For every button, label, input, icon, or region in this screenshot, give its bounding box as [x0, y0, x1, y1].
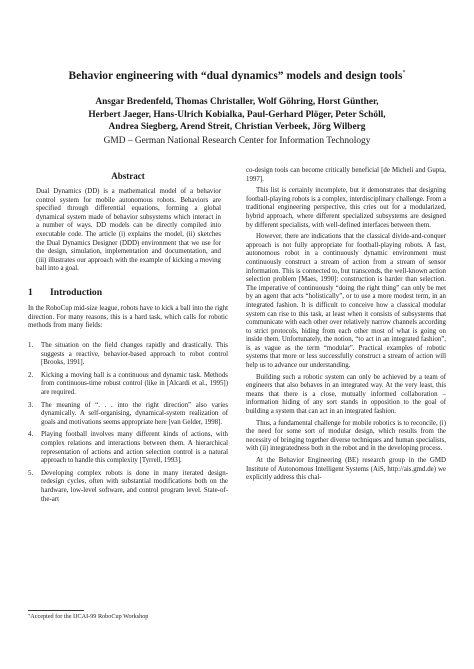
footnote-text: Accepted for the IJCAI-99 RoboCup Workshop — [30, 613, 149, 620]
list-item — [28, 402, 228, 428]
abstract-text: Dual Dynamics (DD) is a mathematical model of a behavior control system for mobile autonomous robots. Behaviors are specified through differential equations, forming a global dynamical system made of behavior subsystems which interact in a number of ways. DD models can be directly compiled into executable code. The article (i) explains the model, (ii) sketches the Dual Dynamics Designer (DDD) environment that we use for the design, simulation, implementation and documentation, and (iii) illustrates our approach with the example of kicking a moving ball into a goal. — [36, 188, 221, 273]
body-paragraph: Thus, a fundamental challenge for mobile robotics is to reconcile, (i) the need for some sort of modular design, which results from the necessity of bringing together diverse techniques and human specialists, with (ii) integratedness both in the robot and in the developing process. — [246, 419, 446, 453]
body-paragraph: This list is certainly incomplete, but it demonstrates that designing football-playing robots is a complex, interdisciplinary challenge. From a traditional engineering perspective, this cries out for a modularized, hybrid approach, where different specialized subsystems are designed by different specialists, with well-defined interfaces between them. — [246, 187, 446, 229]
body-paragraph: At the Behavior Engineering (BE) research group in the GMD Institute of Autonomous Intelligent Systems (AiS, http://ais.gmd.de) we explicitly address this chal- — [246, 457, 446, 482]
title-footnote-mark: * — [402, 70, 406, 76]
list-number: 2. — [28, 371, 34, 379]
author-list — [36, 96, 438, 134]
author-line: Ansgar Bredenfeld, Thomas Christaller, Wolf Göhring, Horst Günther, — [95, 97, 379, 107]
author-line: Herbert Jaeger, Hans-Ulrich Kobialka, Paul-Gerhard Plöger, Peter Schöll, — [88, 109, 386, 120]
list-item-text: The meaning of “. . . into the right direction” also varies dynamically. A self-organising, dynamical-system realization of goals and motivations seems appropriate here [van Gelder, 1998]. — [41, 401, 228, 426]
list-item-text: Developing complex robots is done in many iterated design-redesign cycles, often with substantial modifications both on the hardware, low-level software, and control program level. State-of-the-art — [41, 469, 228, 503]
paper-title — [20, 70, 454, 82]
section-number: 1 — [28, 287, 33, 298]
title-text: Behavior engineering with “dual dynamics” models and design tools — [68, 70, 403, 82]
list-item-text: The situation on the field changes rapidly and drastically. This suggests a reactive, behavior-based approach to robot control [Brooks, 1991]. — [41, 342, 228, 367]
intro-paragraph: In the RoboCup mid-size league, robots have to kick a ball into the right direction. For many reasons, this is a hard task, which calls for robotic methods from many fields: — [28, 305, 228, 330]
list-number: 5. — [28, 469, 34, 477]
body-paragraph: However, there are indications that the classical divide-and-conquer approach is not fully appropriate for football-playing robots. A fast, autonomous robot in a continuously dynamic environment must continuously construct a stream of action from a stream of sensor information. This is connected to, but transcends, the well-known action selection problem [Maes, 1990]: construction is harder than selection. The imperative of continuously “doing the right thing” can only be met by an agent that acts “holistically”, or to use a more modest term, in an integrated fashion. It is difficult to conceive how a classical modular system can rise to this task, at least when it consists of subsystems that communicate with each other over relatively narrow channels according to strict protocols, hiding from each other most of what is going on inside them. Unfortunately, the notion, “to act in an integrated fashion”, is as vague as the term “modular”. Practical examples of robotic systems that more or less successfully construct a stream of action will help us to advance our understanding. — [246, 233, 446, 370]
section-title: Introduction — [50, 287, 103, 298]
list-item-text: Kicking a moving ball is a continuous and dynamic task. Methods from continuous-time robust control (like in [Alcardi et al., 1995]) are required. — [41, 371, 228, 396]
footnote — [28, 613, 148, 620]
abstract-heading: Abstract — [111, 171, 145, 181]
list-item-text: Playing football involves many different kinds of actions, with complex relations and interactions between them. A hierarchical representation of actions and action selection control is a natural approach to handle this complexity [Tyrrell, 1993]. — [41, 431, 228, 465]
affiliation: GMD – German National Research Center for Information Technology — [103, 136, 371, 146]
footnote-mark: * — [28, 613, 31, 618]
list-number: 4. — [28, 431, 34, 439]
challenge-list — [28, 342, 228, 508]
list-item — [28, 372, 228, 398]
list-number: 1. — [28, 342, 34, 349]
section-heading-introduction — [28, 287, 102, 298]
list-number: 3. — [28, 401, 34, 409]
body-paragraph: Building such a robotic system can only be achieved by a team of engineers that also behaves in an integrated way. At the very least, this means that there is a close, mutually informed collaboration – information hiding of any sort stands in opposition to the goal of building a system that can act in an integrated fashion. — [246, 373, 446, 416]
list-item — [28, 470, 228, 504]
footnote-rule — [28, 610, 84, 611]
list-item — [28, 342, 228, 368]
list-item — [28, 431, 228, 465]
body-paragraph: co-design tools can become critically beneficial [de Micheli and Gupta, 1997]. — [246, 167, 446, 183]
author-line: Andrea Siegberg, Arend Streit, Christian Verbeek, Jörg Wilberg — [108, 122, 366, 133]
right-column — [246, 167, 446, 486]
